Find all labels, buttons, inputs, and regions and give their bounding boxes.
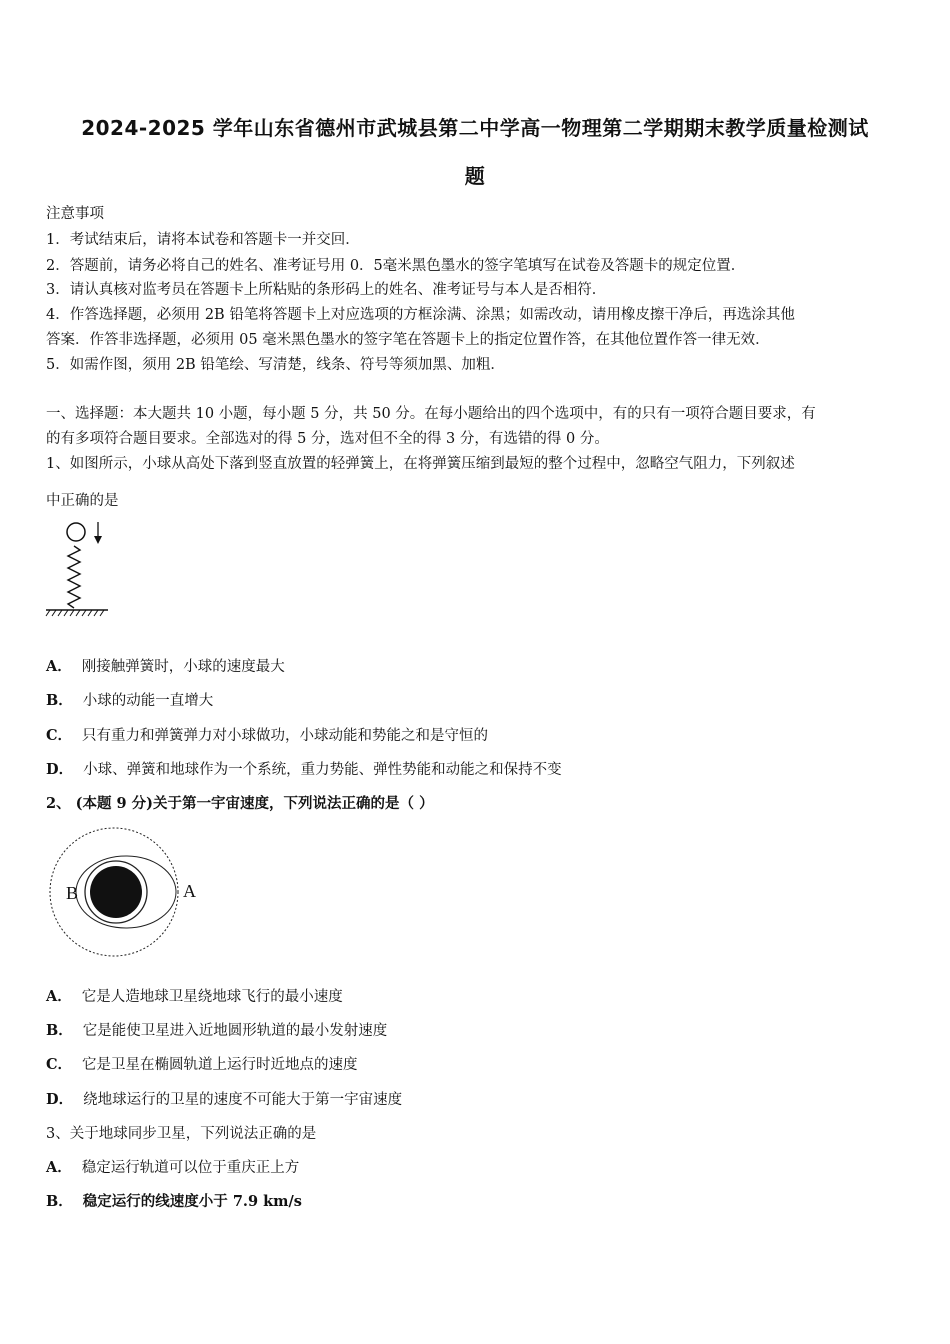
exam-title-line1: 2024-2025 学年山东省德州市武城县第二中学高一物理第二学期期末教学质量检测试 [81, 116, 869, 140]
notice-item: 1．考试结束后，请将本试卷和答题卡一并交回． [46, 232, 360, 248]
q1-option-d: D． 小球、弹簧和地球作为一个系统，重力势能、弹性势能和动能之和保持不变 [46, 761, 562, 778]
q2-option-a: A． 它是人造地球卫星绕地球飞行的最小速度 [46, 988, 343, 1005]
notice-heading: 注意事项 [46, 206, 104, 222]
notice-item: 答案．作答非选择题，必须用 05 毫米黑色墨水的签字笔在答题卡上的指定位置作答，在其他位置作答一律无效． [46, 332, 770, 348]
earth-icon [90, 866, 142, 918]
q1-stem-line2: 中正确的是 [46, 493, 119, 509]
notice-item: 3．请认真核对监考员在答题卡上所粘贴的条形码上的姓名、准考证号与本人是否相符． [46, 282, 607, 298]
q2-option-d: D． 绕地球运行的卫星的速度不可能大于第一宇宙速度 [46, 1091, 403, 1108]
exam-title-line2: 题 [464, 164, 486, 188]
notice-item: 2．答题前，请务必将自己的姓名、准考证号用 0．5毫米黑色墨水的签字笔填写在试卷及答题卡的规定位置． [46, 258, 746, 274]
q3-option-b: B． 稳定运行的线速度小于 7.9 km/s [46, 1193, 302, 1210]
q1-option-a: A． 刚接触弹簧时，小球的速度最大 [46, 658, 285, 675]
notice-item: 4．作答选择题，必须用 2B 铅笔将答题卡上对应选项的方框涂满、涂黑；如需改动，请用橡皮擦干净后，再选涂其他 [46, 307, 795, 323]
q2-option-c: C． 它是卫星在椭圆轨道上运行时近地点的速度 [46, 1056, 358, 1073]
q1-option-b: B． 小球的动能一直增大 [46, 692, 214, 709]
notice-item: 5．如需作图，须用 2B 铅笔绘、写清楚，线条、符号等须加黑、加粗． [46, 357, 505, 373]
spring-icon [68, 546, 80, 608]
q1-option-c: C． 只有重力和弹簧弹力对小球做功，小球动能和势能之和是守恒的 [46, 727, 489, 744]
section-intro-line2: 的有多项符合题目要求。全部选对的得 5 分，选对但不全的得 3 分，有选错的得 0 分。 [46, 431, 609, 447]
orbit-label-b: B [66, 883, 79, 903]
ball-icon [67, 523, 85, 541]
q2-option-b: B． 它是能使卫星进入近地圆形轨道的最小发射速度 [46, 1022, 388, 1039]
q1-stem-line1: 1、如图所示，小球从高处下落到竖直放置的轻弹簧上，在将弹簧压缩到最短的整个过程中，忽略空气阻力，下列叙述 [46, 456, 795, 472]
orbit-figure [46, 822, 206, 962]
section-intro-line1: 一、选择题：本大题共 10 小题，每小题 5 分，共 50 分。在每小题给出的四个选项中，有的只有一项符合题目要求，有 [46, 406, 816, 422]
q3-stem: 3、关于地球同步卫星，下列说法正确的是 [46, 1126, 317, 1142]
ball-spring-figure [42, 518, 112, 623]
orbit-label-a: A [183, 881, 196, 901]
q2-stem: 2、 (本题 9 分)关于第一宇宙速度，下列说法正确的是（ ） [46, 795, 434, 812]
q3-option-a: A． 稳定运行轨道可以位于重庆正上方 [46, 1159, 300, 1176]
